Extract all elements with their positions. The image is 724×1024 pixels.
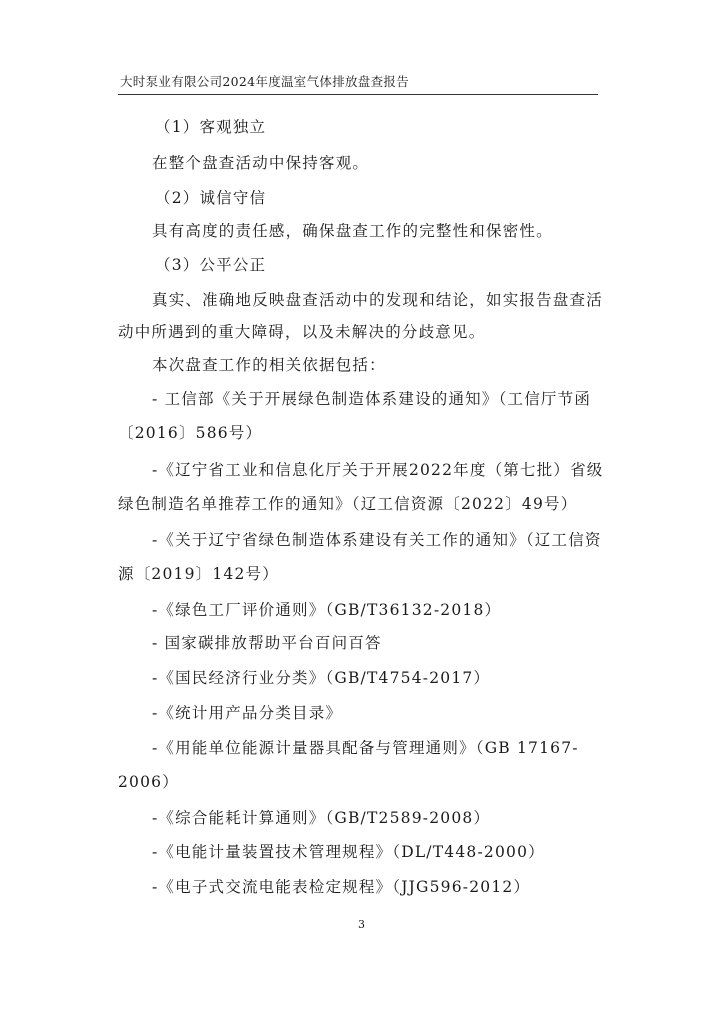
principle-1-heading: （1）客观独立 [155,118,267,136]
basis-item-7: -《统计用产品分类目录》 [152,704,343,722]
basis-item-10: -《电能计量装置技术管理规程》（DL/T448-2000） [152,843,545,861]
principle-2-text: 具有高度的责任感，确保盘查工作的完整性和保密性。 [152,222,553,240]
basis-item-3-line-2: 源〔2019〕142号） [118,565,279,583]
basis-item-8-line-2: 2006） [118,773,179,791]
principle-1-text: 在整个盘查活动中保持客观。 [152,154,370,172]
page-number: 3 [358,918,365,931]
basis-item-11: -《电子式交流电能表检定规程》（JJG596-2012） [152,878,531,896]
principle-3-text-line-2: 动中所遇到的重大障碍，以及未解决的分歧意见。 [118,323,486,341]
principle-2-heading: （2）诚信守信 [155,189,267,207]
basis-item-1-line-1: - 工信部《关于开展绿色制造体系建设的通知》（工信厅节函 [152,390,592,408]
basis-item-1-line-2: 〔2016〕586号） [118,424,263,442]
basis-item-8-line-1: -《用能单位能源计量器具配备与管理通则》（GB 17167- [152,739,579,757]
basis-item-2-line-2: 绿色制造名单推荐工作的通知》（辽工信资源〔2022〕49号） [118,495,578,513]
basis-item-4: -《绿色工厂评价通则》（GB/T36132-2018） [152,601,502,619]
header-divider [118,94,598,95]
basis-item-5: - 国家碳排放帮助平台百问百答 [152,634,382,652]
principle-3-heading: （3）公平公正 [155,256,267,274]
basis-intro: 本次盘查工作的相关依据包括： [152,356,386,374]
principle-3-text-line-1: 真实、准确地反映盘查活动中的发现和结论，如实报告盘查活 [152,291,603,309]
basis-item-2-line-1: -《辽宁省工业和信息化厅关于开展2022年度（第七批）省级 [152,461,604,479]
basis-item-6: -《国民经济行业分类》（GB/T4754-2017） [152,669,491,687]
basis-item-9: -《综合能耗计算通则》（GB/T2589-2008） [152,809,491,827]
running-header: 大时泵业有限公司2024年度温室气体排放盘查报告 [120,74,410,89]
basis-item-3-line-1: -《关于辽宁省绿色制造体系建设有关工作的通知》（辽工信资 [152,531,602,549]
